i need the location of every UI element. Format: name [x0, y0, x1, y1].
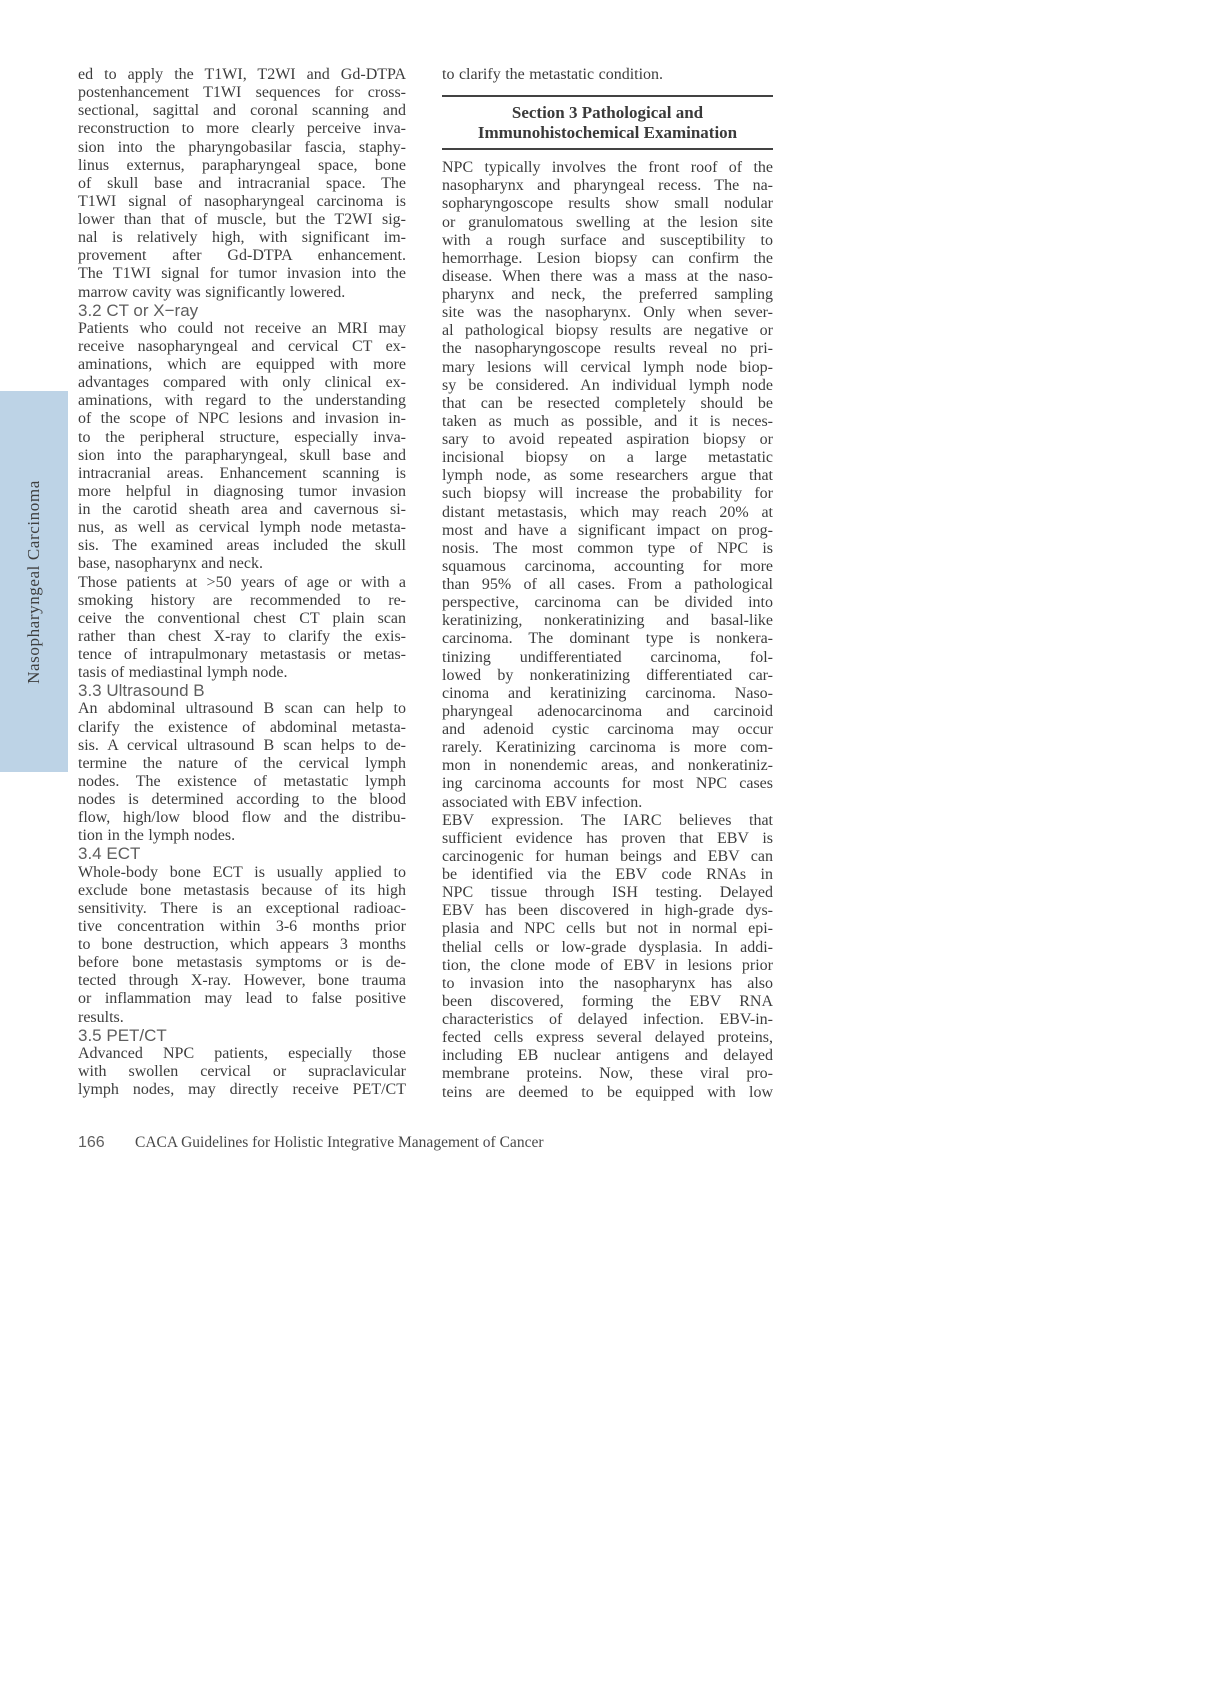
body-text-line: EBV has been discovered in high-grade dys- [442, 902, 773, 920]
body-text-line: or inflammation may lead to false positive [78, 990, 406, 1008]
body-text-line: carcinogenic for human beings and EBV can [442, 847, 773, 865]
body-text-line: taken as much as possible, and it is neces- [442, 412, 773, 430]
body-text-line: to invasion into the nasopharynx has also [442, 974, 773, 992]
body-text-line: tence of intrapulmonary metastasis or metas- [78, 646, 406, 663]
body-text-line: An abdominal ultrasound B scan can help to [78, 700, 406, 718]
subsection-heading: 3.2 CT or X−ray [78, 300, 199, 320]
body-text-line: ed to apply the T1WI, T2WI and Gd-DTPA [78, 66, 406, 83]
section-heading-line: Section 3 Pathological and [511, 103, 704, 123]
body-text-line: sy be considered. An individual lymph node [442, 376, 773, 394]
body-text-line: most and have a significant impact on prog- [442, 521, 773, 539]
body-text-line: pharyngeal adenocarcinoma and carcinoid [442, 702, 773, 720]
page-footer [78, 1134, 778, 1156]
body-text-line: rarely. Keratinizing carcinoma is more com- [442, 739, 773, 757]
body-text-line: nosis. The most common type of NPC is [442, 539, 773, 557]
body-text-line: sis. A cervical ultrasound B scan helps to de- [78, 736, 406, 754]
subsection-heading: 3.3 Ultrasound B [78, 681, 205, 701]
body-text-line: incisional biopsy on a large metastatic [442, 449, 773, 467]
body-text-line: sis. The examined areas included the skull [78, 537, 406, 555]
body-text-line: of skull base and intracranial space. The [78, 174, 406, 192]
body-text-line: keratinizing, nonkeratinizing and basal-like [442, 612, 773, 630]
body-text-line: ceive the conventional chest CT plain scan [78, 609, 406, 627]
body-text-line: plasia and NPC cells but not in normal epi- [442, 920, 773, 938]
body-text-line: or granulomatous swelling at the lesion site [442, 213, 773, 231]
body-text-line: associated with EBV infection. [442, 793, 643, 811]
body-text-line: flow, high/low blood flow and the distribu- [78, 809, 406, 827]
body-text-line: such biopsy will increase the probability for [442, 485, 773, 503]
body-text-line: sion into the parapharyngeal, skull base and [78, 446, 406, 464]
body-text-line: rather than chest X-ray to clarify the exis- [78, 627, 406, 645]
body-text-line: to clarify the metastatic condition. [442, 66, 664, 83]
body-text-line: tion in the lymph nodes. [78, 827, 236, 845]
body-text-line: exclude bone metastasis because of its high [78, 881, 406, 899]
body-text-line: NPC tissue through ISH testing. Delayed [442, 884, 773, 902]
body-text-line: The T1WI signal for tumor invasion into the [78, 265, 406, 283]
body-text-line: clarify the existence of abdominal metasta- [78, 718, 406, 736]
body-text-line: sensitivity. There is an exceptional radioac- [78, 899, 406, 917]
body-text-line: EBV expression. The IARC believes that [442, 811, 773, 829]
body-text-line: provement after Gd-DTPA enhancement. [78, 247, 406, 265]
body-text-line: nodes is determined according to the blood [78, 791, 406, 808]
right-text-column [442, 66, 773, 1102]
body-text-line: tion, the clone mode of EBV in lesions prior [442, 956, 773, 974]
body-text-line: sufficient evidence has proven that EBV is [442, 829, 773, 847]
body-text-line: mon in nonendemic areas, and nonkeratiniz- [442, 757, 773, 775]
body-text-line: advantages compared with only clinical ex- [78, 374, 406, 392]
body-text-line: aminations, which are equipped with more [78, 356, 406, 373]
left-text-column [78, 66, 406, 1099]
section-heading [442, 97, 773, 148]
section-heading-line: Immunohistochemical Examination [477, 123, 738, 143]
body-text-line: linus externus, parapharyngeal space, bone [78, 156, 406, 174]
body-text-line: NPC typically involves the front roof of the [442, 159, 773, 177]
body-text-line: carcinoma. The dominant type is nonkera- [442, 630, 773, 648]
body-text-line: site was the nasopharynx. Only when sever- [442, 304, 773, 322]
body-text-line: of the scope of NPC lesions and invasion in- [78, 410, 406, 428]
body-text-line: that can be resected completely should be [442, 394, 773, 412]
body-text-line: squamous carcinoma, accounting for more [442, 557, 773, 575]
body-text-line: nal is relatively high, with significant im- [78, 229, 406, 247]
body-text-line: sopharyngoscope results show small nodular [442, 195, 773, 213]
subsection-heading: 3.4 ECT [78, 844, 141, 864]
body-text-line: hemorrhage. Lesion biopsy can confirm the [442, 249, 773, 267]
chapter-tab-label: Nasopharyngeal Carcinoma [24, 479, 44, 684]
body-text-line: marrow cavity was significantly lowered. [78, 283, 346, 301]
body-text-line: membrane proteins. Now, these viral pro- [442, 1065, 773, 1083]
body-text-line: receive nasopharyngeal and cervical CT ex- [78, 337, 406, 355]
body-text-line: nasopharynx and pharyngeal recess. The na- [442, 177, 773, 195]
body-text-line: disease. When there was a mass at the naso- [442, 267, 773, 285]
body-text-line: perspective, carcinoma can be divided into [442, 594, 773, 612]
body-text-line: with swollen cervical or supraclavicular [78, 1062, 406, 1080]
section-heading-block [442, 95, 773, 150]
body-text-line: lymph nodes, may directly receive PET/CT [78, 1081, 406, 1098]
footer-book-title: CACA Guidelines for Holistic Integrative Management of Cancer [135, 1134, 544, 1151]
body-text-line: Advanced NPC patients, especially those [78, 1044, 406, 1062]
chapter-edge-tab [0, 391, 68, 772]
body-text-line: to the peripheral structure, especially inva- [78, 428, 406, 446]
body-text-line: lymph node, as some researchers argue that [442, 467, 773, 485]
body-text-line: with a rough surface and susceptibility to [442, 231, 773, 249]
body-text-line: tinizing undifferentiated carcinoma, fol- [442, 648, 773, 666]
body-text-line: the nasopharyngoscope results reveal no pri- [442, 340, 773, 358]
body-text-line: including EB nuclear antigens and delayed [442, 1047, 773, 1065]
body-text-line: nus, as well as cervical lymph node metasta- [78, 519, 406, 537]
body-text-line: mary lesions will cervical lymph node biop- [442, 358, 773, 376]
body-text-line: tive concentration within 3-6 months prior [78, 917, 406, 935]
body-text-line: in the carotid sheath area and cavernous si- [78, 501, 406, 518]
body-text-line: pharynx and neck, the preferred sampling [442, 286, 773, 303]
subsection-heading: 3.5 PET/CT [78, 1025, 167, 1045]
body-text-line: Those patients at >50 years of age or with a [78, 573, 406, 591]
body-text-line: sion into the pharyngobasilar fascia, staphy- [78, 138, 406, 156]
body-text-line: tasis of mediastinal lymph node. [78, 664, 288, 682]
body-text-line: cinoma and keratinizing carcinoma. Naso- [442, 684, 773, 702]
body-text-line: al pathological biopsy results are negative or [442, 322, 773, 340]
body-text-line: fected cells express several delayed proteins, [442, 1029, 773, 1047]
body-text-line: be identified via the EBV code RNAs in [442, 866, 773, 883]
body-text-line: distant metastasis, which may reach 20% at [442, 503, 773, 521]
body-text-line: Whole-body bone ECT is usually applied to [78, 863, 406, 881]
body-text-line: than 95% of all cases. From a pathological [442, 576, 773, 593]
body-text-line: lowed by nonkeratinizing differentiated car- [442, 666, 773, 684]
body-text-line: postenhancement T1WI sequences for cross- [78, 84, 406, 102]
body-text-line: sary to avoid repeated aspiration biopsy or [442, 431, 773, 448]
body-text-line: before bone metastasis symptoms or is de- [78, 954, 406, 972]
body-text-line: intracranial areas. Enhancement scanning is [78, 464, 406, 482]
body-text-line: results. [78, 1008, 124, 1026]
heading-rule-bottom [442, 148, 773, 150]
body-text-line: sectional, sagittal and coronal scanning and [78, 102, 406, 120]
body-text-line: more helpful in diagnosing tumor invasion [78, 482, 406, 500]
body-text-line: tected through X-ray. However, bone trauma [78, 972, 406, 990]
body-text-line: and adenoid cystic carcinoma may occur [442, 721, 773, 738]
body-text-line: been discovered, forming the EBV RNA [442, 992, 773, 1010]
body-text-line: T1WI signal of nasopharyngeal carcinoma is [78, 192, 406, 210]
body-text-line: ing carcinoma accounts for most NPC cases [442, 775, 773, 793]
body-text-line: reconstruction to more clearly perceive inva- [78, 120, 406, 138]
body-text-line: termine the nature of the cervical lymph [78, 754, 406, 772]
page-number: 166 [78, 1134, 105, 1151]
body-text-line: to bone destruction, which appears 3 months [78, 936, 406, 953]
body-text-line: teins are deemed to be equipped with low [442, 1083, 773, 1101]
body-text-line: smoking history are recommended to re- [78, 591, 406, 609]
body-text-line: Patients who could not receive an MRI may [78, 319, 406, 337]
body-text-line: aminations, with regard to the understanding [78, 392, 406, 410]
body-text-line: characteristics of delayed infection. EBV-in- [442, 1011, 773, 1028]
body-text-line: lower than that of muscle, but the T2WI sig- [78, 211, 406, 228]
body-text-line: thelial cells or low-grade dysplasia. In addi- [442, 938, 773, 956]
body-text-line: base, nasopharynx and neck. [78, 555, 263, 573]
body-text-line: nodes. The existence of metastatic lymph [78, 772, 406, 790]
